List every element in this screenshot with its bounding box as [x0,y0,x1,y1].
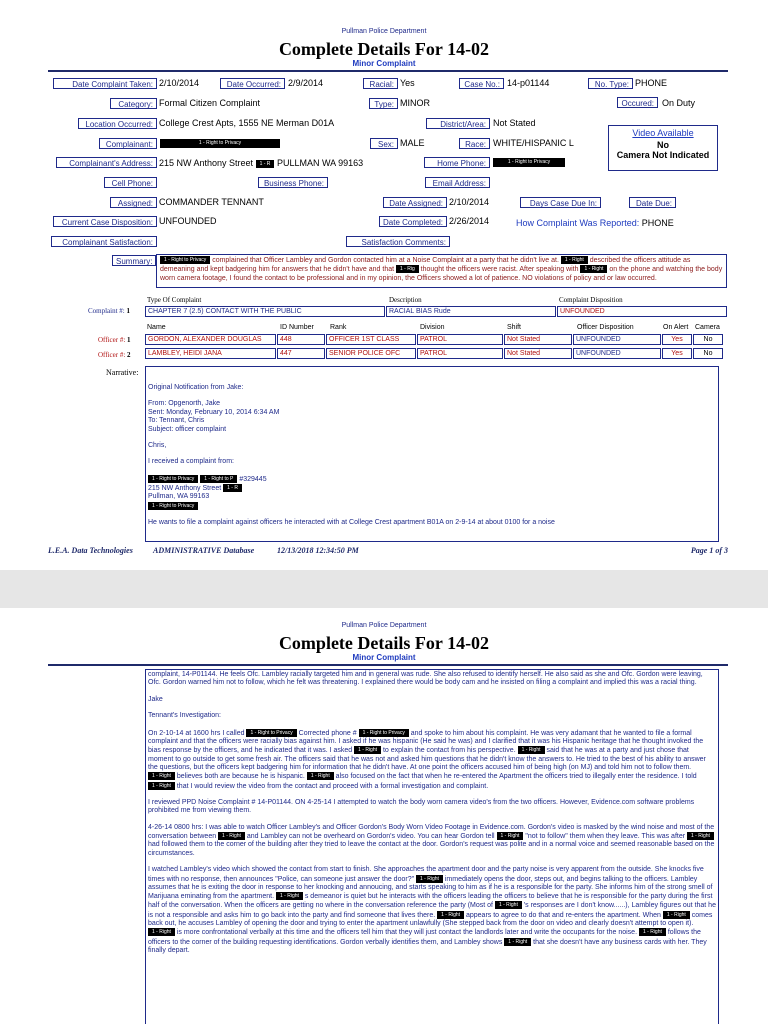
satisfaction-comments-label: Satisfaction Comments: [346,236,450,247]
disposition-label: Current Case Disposition: [53,216,157,227]
text-part: On 2-10-14 at 1600 hrs I called [148,729,247,737]
text-part: also focused on the fact that when he re-entered the Apartment the officers tried to illegally enter the residence. I told [333,773,697,781]
officer-camera-header: Camera [695,324,720,331]
date-assigned-value: 2/10/2014 [449,197,490,207]
narrative-signature: Jake [148,695,163,703]
text-part: follows the officers to the corner of the building requesting identifications. Gordon verbally identifies them, and Lambley shows [148,929,701,946]
video-value: No [657,140,669,150]
date-complaint-taken-value: 2/10/2014 [159,78,200,88]
redaction: 1 - Right [416,875,443,883]
officer-label-text: Officer #: [98,351,126,359]
satisfaction-label: Complainant Satisfaction: [51,236,157,247]
narrative-paragraph [148,729,716,791]
text-part: is more confrontational verbally at this time and the officers tell him that they will just contact the landlords later and write the occupants for the noise. [174,929,639,937]
sex-label: Sex: [370,138,398,149]
officer-name-cell: GORDON, ALEXANDER DOUGLAS [145,334,276,345]
how-reported-value: PHONE [641,218,674,228]
date-assigned-label: Date Assigned: [383,197,447,208]
redaction: 1 - Right [148,772,175,780]
redaction: 1 - Right [687,832,714,840]
complainant-label: Complainant: [99,138,157,149]
officer-id-cell: 448 [277,334,325,345]
complaint-type-header: Type Of Complaint [147,296,202,304]
video-available-link[interactable]: Video Available [632,128,694,138]
officer-division-cell: PATROL [417,334,503,345]
complainant-id-line [148,475,716,484]
summary-part: thought the officers were racist. After speaking with [418,266,581,273]
redaction: 1 - Right [504,938,531,946]
case-reference: #329445 [239,475,267,483]
complainant-address-line [148,484,716,493]
redaction: 1 - Right [495,901,522,909]
email-to: To: Tennant, Chris [148,417,205,425]
redaction: 1 - Right [580,265,607,273]
officer-division-cell: PATROL [417,348,503,359]
location-label: Location Occurred: [78,118,157,129]
case-no-value: 14-p01144 [507,78,550,88]
page-subtitle: Minor Complaint [352,653,416,662]
department-name: Pullman Police Department [341,622,427,629]
page-subtitle: Minor Complaint [352,59,416,68]
district-label: District/Area: [426,118,490,129]
complaint-number-label [88,307,130,315]
officer-rank-cell: OFFICER 1ST CLASS [326,334,416,345]
narrative-paragraph [148,824,716,858]
narrative-paragraph [148,866,716,955]
text-part: 4-26-14 0800 hrs: I was able to watch Officer Lambley's and Officer Gordon's Body Worn Video Footage in Evidence.com. Gordon's video is masked by the wind noise and most of the conversation between [148,823,715,840]
officer-alert-cell: Yes [662,334,692,345]
officer-number: 2 [127,351,131,359]
no-type-value: PHONE [635,78,668,88]
type-label: Type: [369,98,398,109]
date-occurred-value: 2/9/2014 [288,78,324,88]
redaction: 1 - R [223,484,242,492]
camera-status: Camera Not Indicated [616,150,710,160]
racial-label: Racial: [363,78,398,89]
redaction: 1 - Right to Privacy [246,729,296,737]
page-title: Complete Details For 14-02 [278,633,490,653]
email-subject: Subject: officer complaint [148,425,227,433]
narrative-box [145,669,719,1024]
officer-camera-cell: No [693,334,723,345]
case-no-label: Case No.: [459,78,504,89]
officer-division-header: Division [420,324,445,331]
redaction: 1 - Right [518,746,545,754]
email-greeting: Chris, [148,442,167,450]
officer-row-label [98,351,131,359]
type-value: MINOR [400,98,430,108]
redaction: 1 - Right [561,256,588,264]
officer-row-label [98,336,131,344]
footer-company: L.E.A. Data Technologies [48,546,133,555]
narrative-label: Narrative: [106,368,139,377]
narrative-text: Original Notification from Jake: [148,384,244,391]
text-part: 's responses are I don't know......), Lambley figures out that he is not a responsible and asks him to go back into the party and find someone that lives there. [148,902,716,919]
text-part: immediately opens the door, steps out, and begins talking to the officers. Lambley assumes that he is exiting the door in response to her knocking and annoucing, and starts speaking to him as if he is a responsible for the party. She informs him of the strong smell of Marijuana eminating from the apartment. [148,875,713,901]
complaint-description-cell: RACIAL BIAS Rude [386,306,556,317]
date-completed-value: 2/26/2014 [449,216,490,226]
redaction: 1 - Right to Privacy [160,256,210,264]
footer-page: Page 1 of 3 [690,546,728,555]
complaint-number: 1 [126,307,130,315]
text-part: to explain the contact from his perspective. [381,747,518,755]
text-part: said that he was at a party and just chose that moment to go outside to get some fresh air. The officers said that he was not and asked him questions that he didn't know the answers to. He tried to the best of his ability to answer the questions, but the officers kept badgering him for information that he didn't have. At one point the officers accused him of being high (on MJ) and told him not to follow them. [148,747,706,771]
email-received: I received a complaint from: [148,458,234,466]
complaint-type-cell: CHAPTER 7 (2.5) CONTACT WITH THE PUBLIC [145,306,385,317]
redaction: 1 - Right [663,911,690,919]
email-sent: Sent: Monday, February 10, 2014 6:34 AM [148,408,280,416]
complainant-redaction: 1 - Right to Privacy [160,139,280,148]
department-name: Pullman Police Department [341,28,427,35]
officer-rank-cell: SENIOR POLICE OFC [326,348,416,359]
officer-shift-header: Shift [507,324,522,331]
race-value: WHITE/HISPANIC L [493,138,574,148]
summary-part: described the officers attitude as demeaning and kept badgering him for answers that he didn't have and that [160,257,691,273]
redaction: 1 - Right [497,832,524,840]
redaction: 1 - Right [354,746,381,754]
text-part: appears to agree to do that and re-enters the apartment. When [464,911,663,919]
address-street: 215 NW Anthony Street [159,158,254,168]
summary-label: Summary: [112,255,156,266]
header-rule [48,664,728,666]
home-phone-redaction: 1 - Right to Privacy [493,158,565,167]
narrative-text: complaint, 14-P01144. He feels Ofc. Lambley racially targeted him and in general was rude. She also refused to identify herself. He also said as she and Ofc. Gordon were leaving, Ofc. Gordon warned him not to follow, which he felt was threatening. I explained there would be body cam and he insisted on filing a complaint and implied this was a racial thing. [148,671,703,687]
summary-part: on the phone and watching the body worn camera footage, I found the contact to be professional and in my opinion, the Officers showed a lot of patience. NO violations of policy and or law occurred. [160,266,723,282]
district-value: Not Stated [493,118,536,128]
summary-text [156,254,727,288]
text-part: Corrected phone # [296,729,359,737]
report-page-2 [0,608,768,1024]
text-part: and Lambley can not be overheard on Gordon's video. You can hear Gordon tell [244,832,497,840]
redaction: 1 - Rig [396,265,419,273]
officer-disposition-header: Officer Disposition [577,324,634,331]
address-label: Complainant's Address: [56,157,157,168]
redaction: 1 - Right [276,892,303,900]
officer-number: 1 [127,336,131,344]
assigned-value: COMMANDER TENNANT [159,197,264,207]
email-from: From: Opgenorth, Jake [148,400,220,408]
complaint-label-text: Complaint #: [88,307,125,315]
redaction: 1 - Right to Privacy [148,502,198,510]
redaction: 1 - Right [148,928,175,936]
email-label: Email Address: [425,177,490,188]
narrative-text: He wants to file a complaint against officers he interacted with at College Crest apartment B01A on 2-9-14 at about 0100 for a noise [148,519,555,526]
header-rule [48,70,728,72]
address-value [159,158,363,169]
date-occurred-label: Date Occurred: [220,78,285,89]
occured-value: On Duty [662,98,696,108]
business-phone-label: Business Phone: [258,177,328,188]
assigned-label: Assigned: [110,197,157,208]
how-reported [516,218,674,229]
officer-label-text: Officer #: [98,336,126,344]
complainant-city-line: Pullman, WA 99163 [148,493,210,501]
redaction: 1 - Right to Privacy [359,729,409,737]
text-part: that I would review the video from the contact and proceed with a formal investigation and complaint. [174,782,489,790]
text-part: and spoke to him about his complaint. He was very adamant that he wanted to file a formal complaint and that the officers were racially bias against him. I asked if he was hispanic (He said he was) and I clarified that it was his Hispanic heritage that he thought invoked the bias response by the officers, and he indicated that it was. I asked [148,729,704,755]
text-part: had followed them to the corner of the building after they tried to leave the contact at the door. Gordon's request was polite and in a normal voice and seemed reasonable based on the circumstances. [148,841,715,857]
occured-label: Occured: [617,97,658,108]
officer-name-header: Name [147,324,166,331]
officer-alert-cell: Yes [662,348,692,359]
complaint-disposition-header: Complaint Disposition [559,296,623,304]
text-part: "not to follow" them when they leave. This was after [523,832,688,840]
racial-value: Yes [400,78,415,88]
footer-database: ADMINISTRATIVE Database [153,546,255,555]
officer-rank-header: Rank [330,324,347,331]
address-city: PULLMAN WA 99163 [276,158,364,168]
redaction: 1 - Right to P [200,475,237,483]
category-label: Category: [110,98,157,109]
race-label: Race: [459,138,490,149]
narrative-box [145,366,719,542]
text-part: comes back out, he accuses Lambley of opening the door and trying to enter the apartment unlawfully (She stepped back from the door on video and clearly doesn't attempt to open it). [148,911,713,927]
disposition-value: UNFOUNDED [159,216,217,226]
officer-shift-cell: Not Stated [504,348,572,359]
text-part: I watched Lambley's video which showed the contact from start to finish. She approaches the apartment door and the party noise is very apparent from the outside. She knocks five times with no response, then announces "Police, can someone just answer the door?" [148,866,704,883]
date-complaint-taken-label: Date Complaint Taken: [53,78,157,89]
how-reported-label: How Complaint Was Reported: [516,218,640,228]
no-type-label: No. Type: [588,78,633,89]
officer-shift-cell: Not Stated [504,334,572,345]
officer-alert-header: On Alert [663,324,689,331]
redaction: 1 - Right [639,928,666,936]
date-due-label: Date Due: [629,197,676,208]
officer-name-cell: LAMBLEY, HEIDI JANA [145,348,276,359]
text-part: that she doesn't have any business cards with her. They finally depart. [148,938,707,954]
category-value: Formal Citizen Complaint [159,98,261,108]
video-box [608,125,718,171]
date-completed-label: Date Completed: [379,216,447,227]
complaint-disposition-cell: UNFOUNDED [557,306,727,317]
narrative-paragraph: I reviewed PPD Noise Complaint # 14-P01144. ON 4-25-14 I attempted to watch the body worn camera video's from the two officers. However, Evidence.com software problems prohibited me from viewing them. [148,798,695,815]
footer-datetime: 12/13/2018 12:34:50 PM [277,546,359,555]
redaction: 1 - Right [307,772,334,780]
sex-value: MALE [400,138,425,148]
officer-camera-cell: No [693,348,723,359]
location-value: College Crest Apts, 1555 NE Merman D01A [159,118,335,128]
officer-disposition-cell: UNFOUNDED [573,334,661,345]
address-street: 215 NW Anthony Street [148,484,222,492]
address-redaction: 1 - R [256,160,275,168]
redaction: 1 - Right [437,911,464,919]
page-title: Complete Details For 14-02 [278,39,490,59]
officer-id-cell: 447 [277,348,325,359]
officer-disposition-cell: UNFOUNDED [573,348,661,359]
text-part: s demeanor is quiet but he interacts with the officers leading the officers to believe that he is responsible for the party during the first half of the conversation. When the officers are getting no where in the conversation reference the party (Most of [148,893,713,910]
complaint-description-header: Description [389,296,422,304]
summary-part: complained that Officer Lambley and Gordon contacted him at a Noise Complaint at a party that he didn't live at. [210,257,561,264]
investigation-heading: Tennant's Investigation: [148,712,221,720]
home-phone-label: Home Phone: [424,157,490,168]
redaction: 1 - Right [218,832,245,840]
redaction: 1 - Right to Privacy [148,475,198,483]
days-due-label: Days Case Due In: [520,197,601,208]
officer-id-header: ID Number [280,324,314,331]
complainant-phone-line [148,502,716,511]
redaction: 1 - Right [148,782,175,790]
cell-phone-label: Cell Phone: [104,177,157,188]
text-part: believes both are because he is hispanic. [174,773,307,781]
